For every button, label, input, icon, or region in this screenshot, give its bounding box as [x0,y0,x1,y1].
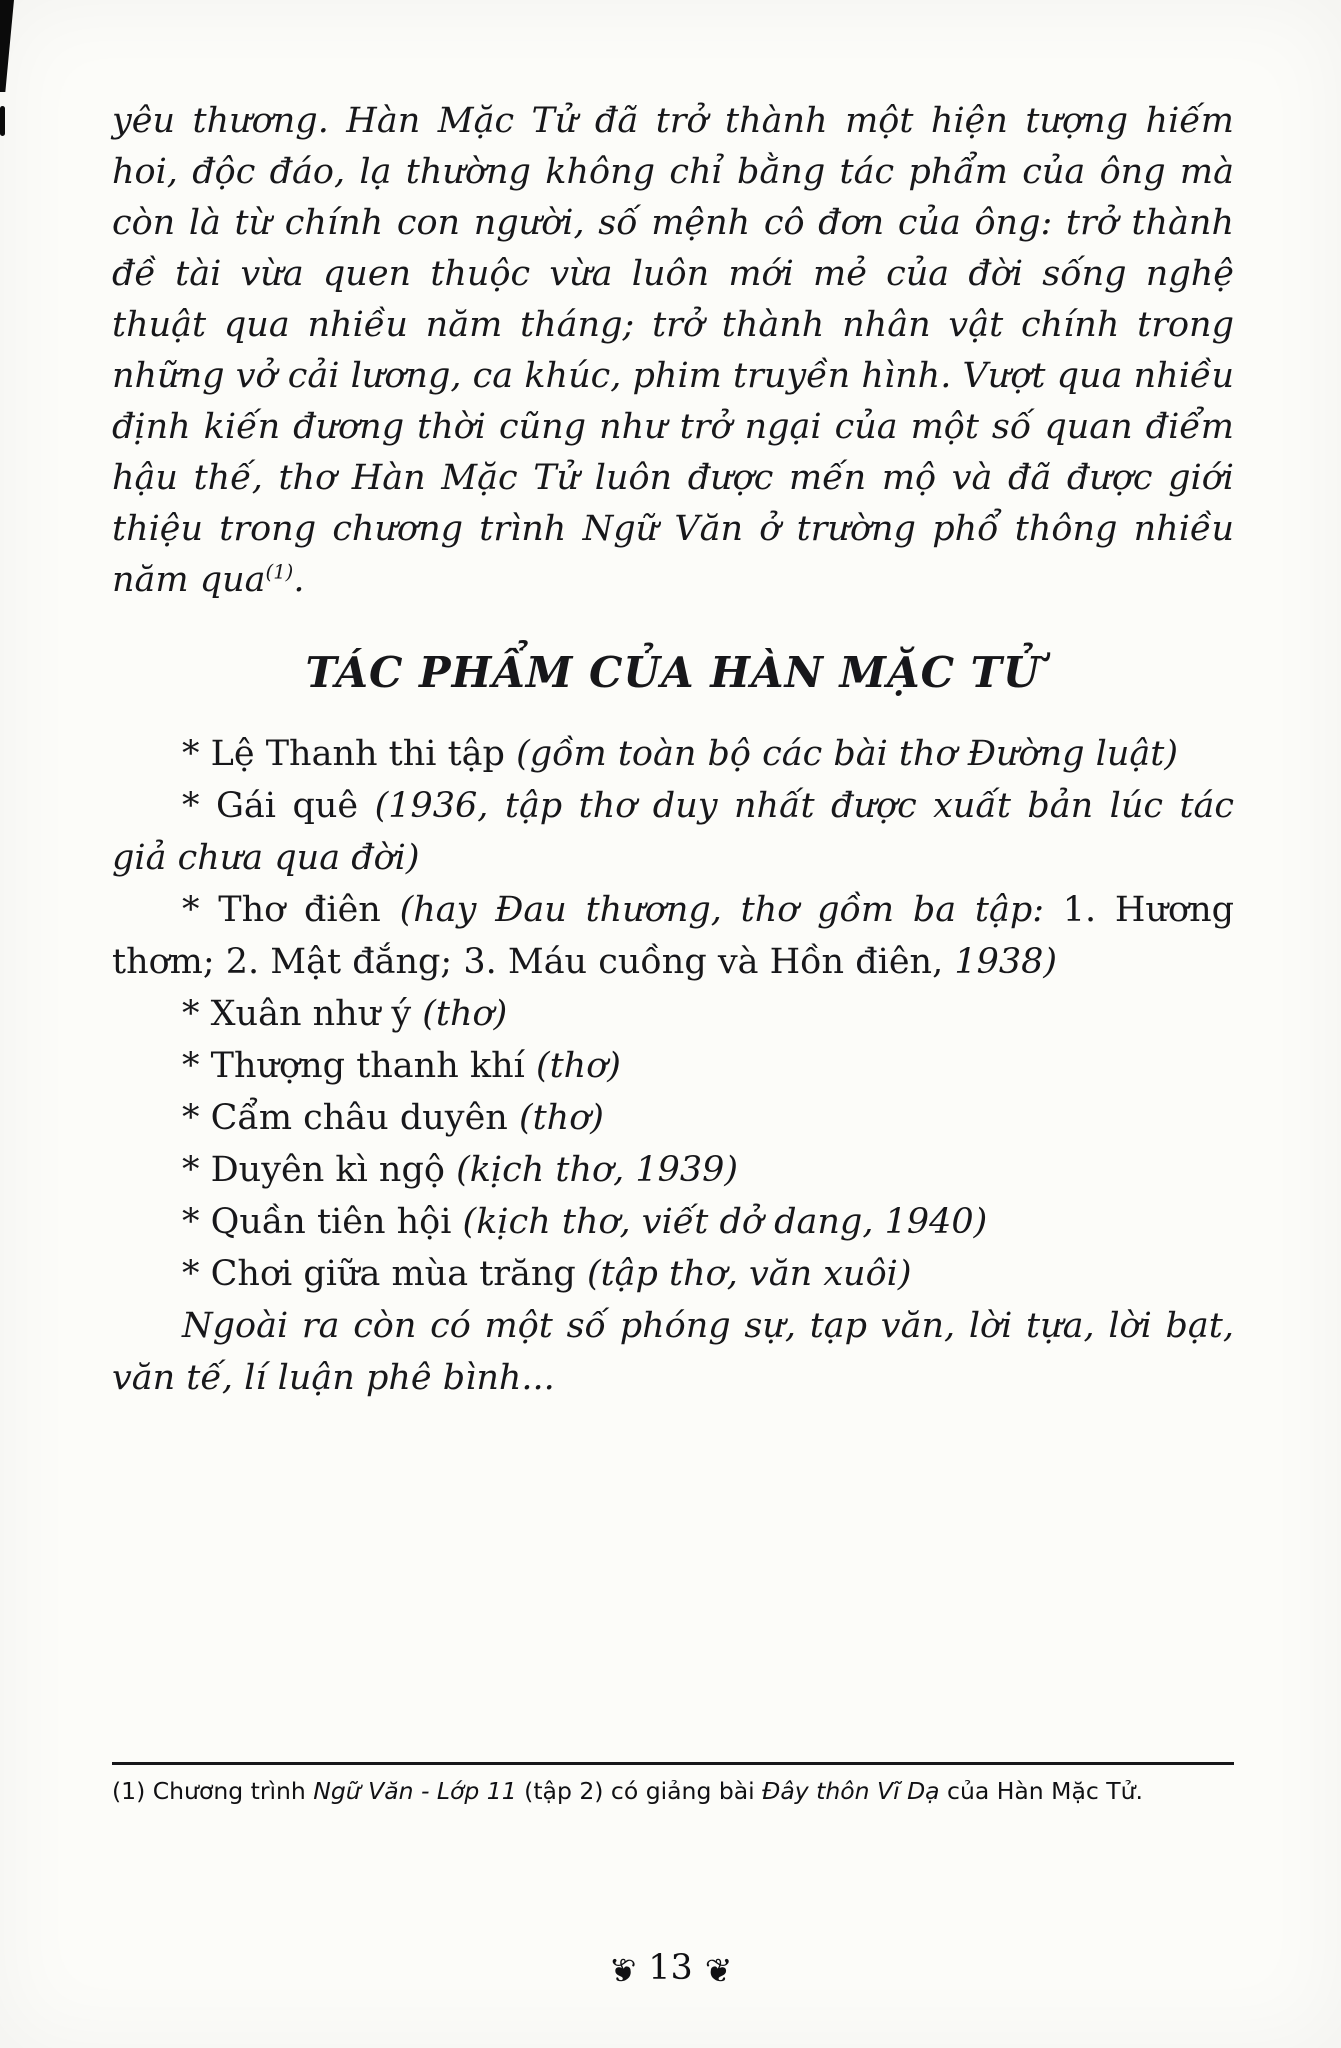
work-item: * Cẩm châu duyên (thơ) [182,1098,604,1138]
work-item: * Duyên kì ngộ (kịch thơ, 1939) [182,1150,739,1190]
footnote-divider [112,1762,1234,1765]
page-footer [0,1948,1341,1990]
floral-ornament-left-icon: ❦ [608,1951,637,1990]
scan-artifact-left-edge [0,106,5,136]
section-heading: TÁC PHẨM CỦA HÀN MẶC TỬ [305,648,1041,697]
work-item: * Xuân như ý (thơ) [182,994,508,1034]
work-item: * Chơi giữa mùa trăng (tập thơ, văn xuôi) [182,1254,912,1294]
page-number: 13 [648,1948,693,1988]
work-item: * Quần tiên hội (kịch thơ, viết dở dang, 1940) [182,1202,988,1242]
floral-ornament-right-icon: ❦ [704,1951,733,1990]
work-item: * Thượng thanh khí (thơ) [182,1046,621,1086]
footnote-block [112,1762,1234,1806]
works-list [112,728,1234,1404]
footnote-text: (1) Chương trình Ngữ Văn - Lớp 11 (tập 2) có giảng bài Đây thôn Vĩ Dạ của Hàn Mặc Tử. [112,1777,1143,1805]
work-item: * Thơ điên (hay Đau thương, thơ gồm ba tập: 1. Hương thơm; 2. Mật đắng; 3. Máu cuồng và Hồn điên, 1938) [112,890,1235,982]
closing-paragraph: Ngoài ra còn có một số phóng sự, tạp văn, lời tựa, lời bạt, văn tế, lí luận phê bình... [112,1306,1234,1398]
work-item: * Gái quê (1936, tập thơ duy nhất được xuất bản lúc tác giả chưa qua đời) [112,786,1234,878]
work-item: * Lệ Thanh thi tập (gồm toàn bộ các bài thơ Đường luật) [182,734,1178,774]
scan-artifact-top-left [0,0,14,92]
intro-paragraph: yêu thương. Hàn Mặc Tử đã trở thành một hiện tượng hiếm hoi, độc đáo, lạ thường không chỉ bằng tác phẩm của ông mà còn là từ chính con người, số mệnh cô đơn của ông: trở thành đề tài vừa quen thuộc vừa luôn mới mẻ của đời sống nghệ thuật qua nhiều năm tháng; trở thành nhân vật chính trong những vở cải lương, ca khúc, phim truyền hình. Vượt qua nhiều định kiến đương thời cũng như trở ngại của một số quan điểm hậu thế, thơ Hàn Mặc Tử luôn được mến mộ và đã được giới thiệu trong chương trình Ngữ Văn ở trường phổ thông nhiều năm qua$^{(1)}$. [112,101,1234,600]
